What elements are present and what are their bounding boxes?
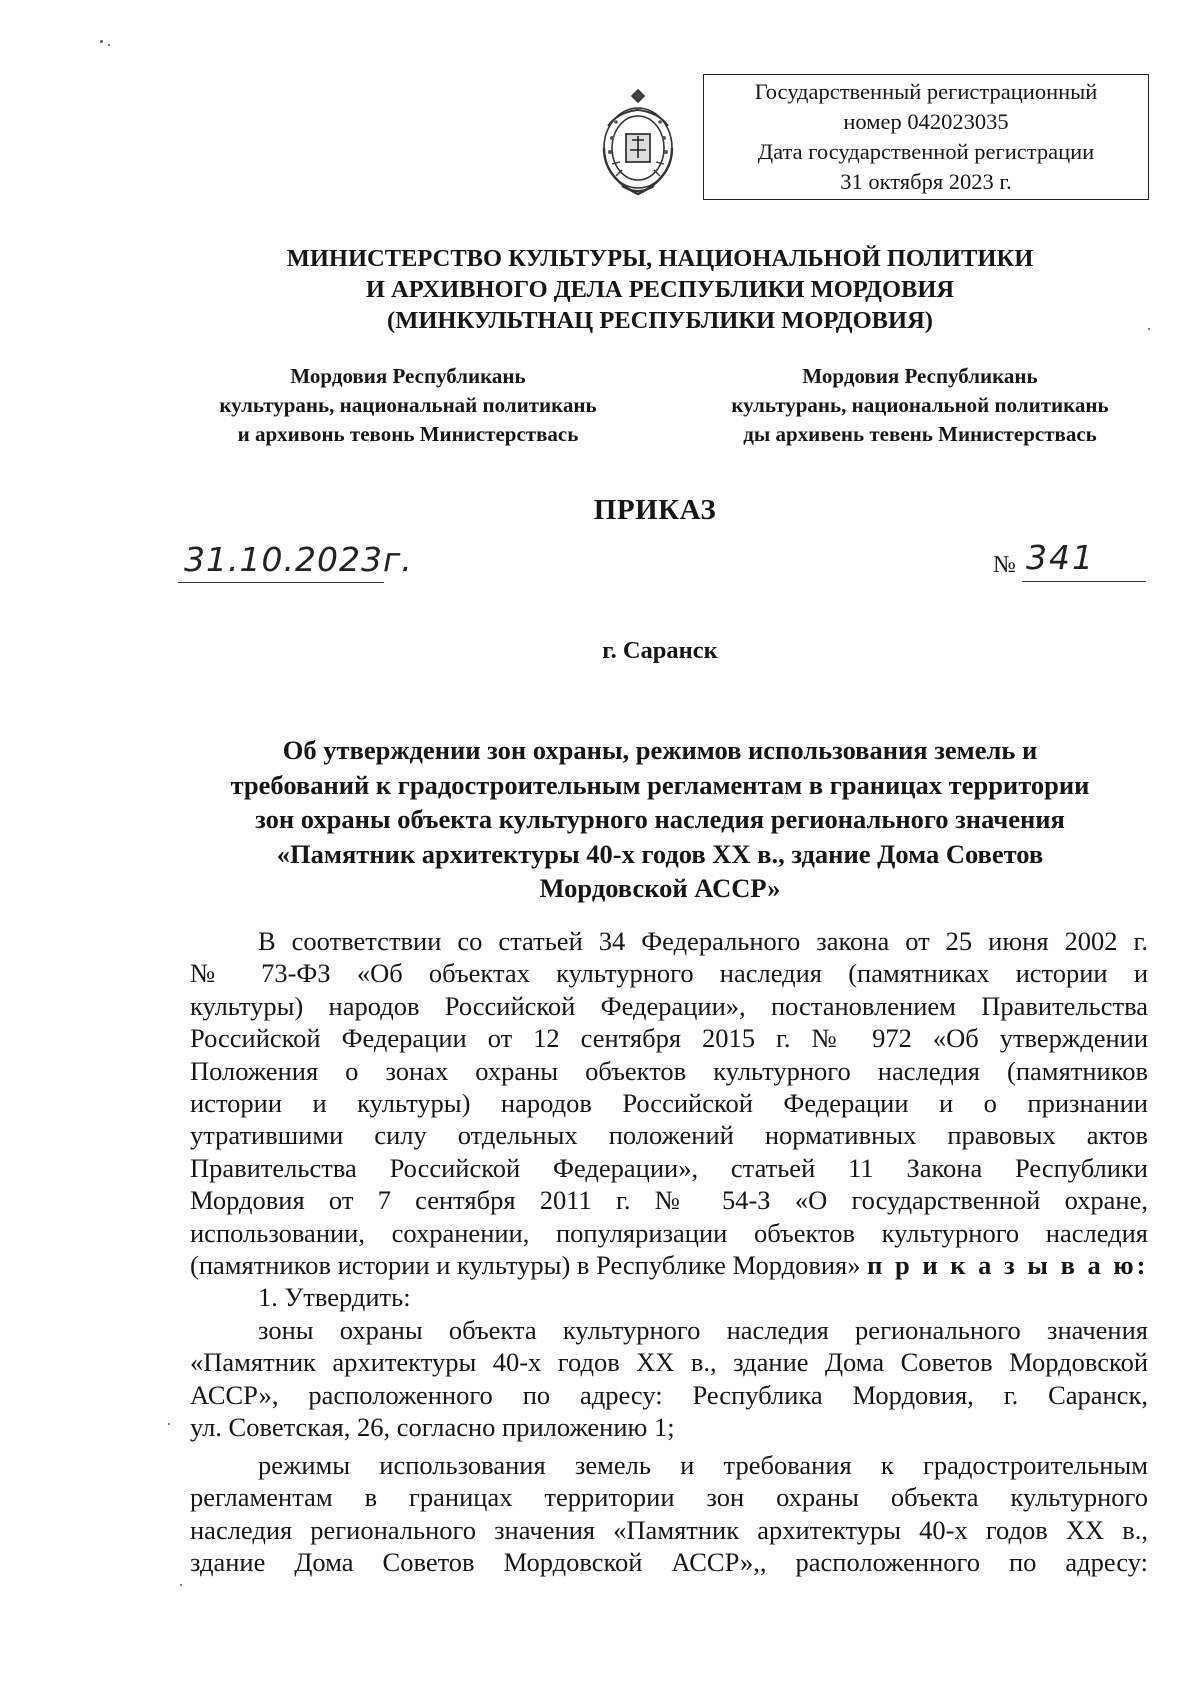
ministry-name-erzya xyxy=(688,362,1152,449)
ministry-line-3: (МИНКУЛЬТНАЦ РЕСПУБЛИКИ МОРДОВИЯ) xyxy=(387,307,933,334)
preamble-line: Мордовия от 7 сентября 2011 г. № 54-З «О государственной охране, xyxy=(190,1185,1148,1216)
preamble-paragraph xyxy=(190,925,1148,1314)
regimes-line: наследия регионального значения «Памятник архитектуры 40-х годов XX в., xyxy=(190,1514,1148,1545)
preamble-line: Правительства Российской Федерации», статьей 11 Закона Республики xyxy=(190,1152,1148,1183)
preamble-line: истории и культуры) народов Российской Федерации и о признании xyxy=(190,1088,1148,1119)
moksha-line-2: культурань, национальнай политикань xyxy=(219,393,597,417)
subject-line-3: зон охраны объекта культурного наследия регионального значения xyxy=(255,804,1065,834)
document-subject xyxy=(0,733,1200,906)
date-underline xyxy=(178,582,384,583)
preamble-line: Положения о зонах охраны объектов культурного наследия (памятников xyxy=(190,1055,1148,1086)
preamble-line: использовании, сохранении, популяризации объектов культурного наследия xyxy=(190,1217,1148,1248)
preamble-line: культуры) народов Российской Федерации», постановлением Правительства xyxy=(190,990,1148,1021)
zones-last-line: ул. Советская, 26, согласно приложению 1; xyxy=(190,1412,675,1443)
preamble-line: В соответствии со статьей 34 Федерального закона от 25 июня 2002 г. xyxy=(258,926,1148,956)
subject-line-5: Мордовской АССР» xyxy=(539,873,781,903)
ministry-line-1: МИНИСТЕРСТВО КУЛЬТУРЫ, НАЦИОНАЛЬНОЙ ПОЛИТИКИ xyxy=(286,245,1034,272)
registration-line-4: 31 октября 2023 г. xyxy=(840,169,1012,194)
number-label: № xyxy=(993,552,1016,578)
handwritten-date: 31.10.2023г. xyxy=(184,540,413,579)
coat-of-arms-icon xyxy=(596,86,680,202)
subject-line-4: «Памятник архитектуры 40-х годов XX в., здание Дома Советов xyxy=(276,838,1044,869)
erzya-line-2: культурань, национальной политикань xyxy=(731,393,1109,417)
scan-speck xyxy=(168,1423,170,1425)
registration-line-3: Дата государственной регистрации xyxy=(757,139,1095,164)
subject-line-2: требований к градостроительным регламентам в границах территории xyxy=(230,769,1090,800)
preamble-line: Российской Федерации от 12 сентября 2015 г. № 972 «Об утверждении xyxy=(190,1023,1148,1054)
city: г. Саранск xyxy=(602,637,718,664)
preamble-last-line xyxy=(190,1249,1148,1281)
zones-line: зоны охраны объекта культурного наследия регионального значения xyxy=(258,1315,1148,1345)
preamble-line: № 73-ФЗ «Об объектах культурного наследия (памятниках истории и xyxy=(190,958,1148,989)
item-1-heading: 1. Утвердить: xyxy=(258,1282,411,1313)
regimes-line: режимы использования земель и требования к градостроительным xyxy=(258,1450,1148,1480)
item-1-regimes-paragraph xyxy=(190,1449,1148,1579)
number-underline xyxy=(1022,581,1146,582)
registration-line-1: Государственный регистрационный xyxy=(754,79,1098,104)
order-word: п р и к а з ы в а ю: xyxy=(867,1250,1149,1281)
erzya-line-3: ды архивень тевень Министерствась xyxy=(743,422,1097,446)
zones-line: «Памятник архитектуры 40-х годов XX в., здание Дома Советов Мордовской xyxy=(190,1347,1148,1378)
ministry-line-2: И АРХИВНОГО ДЕЛА РЕСПУБЛИКИ МОРДОВИЯ xyxy=(365,276,955,303)
subject-line-1: Об утверждении зон охраны, режимов использования земель и xyxy=(282,735,1038,765)
document-type: ПРИКАЗ xyxy=(593,494,717,526)
zones-line: АССР», расположенного по адресу: Республика Мордовия, г. Саранск, xyxy=(190,1379,1148,1410)
preamble-line: утратившими силу отдельных положений нормативных правовых актов xyxy=(190,1120,1148,1151)
preamble-last-text: (памятников истории и культуры) в Республике Мордовия» xyxy=(190,1250,861,1281)
regimes-line: здание Дома Советов Мордовской АССР»,, расположенного по адресу: xyxy=(190,1547,1148,1578)
scan-speck xyxy=(108,44,110,46)
moksha-line-3: и архивонь тевонь Министерствась xyxy=(237,422,579,446)
ministry-name-moksha xyxy=(178,362,638,449)
scan-speck xyxy=(100,40,103,43)
scan-speck xyxy=(1148,328,1150,330)
handwritten-number: 341 xyxy=(1026,538,1095,577)
erzya-line-1: Мордовия Республикань xyxy=(802,364,1038,388)
moksha-line-1: Мордовия Республикань xyxy=(290,364,526,388)
scan-speck xyxy=(180,1584,182,1586)
registration-line-2: номер 042023035 xyxy=(843,109,1009,134)
item-1-zones-paragraph xyxy=(190,1314,1148,1444)
ministry-name xyxy=(0,243,1200,336)
registration-stamp xyxy=(703,74,1149,200)
regimes-line: регламентам в границах территории зон охраны объекта культурного xyxy=(190,1482,1148,1513)
